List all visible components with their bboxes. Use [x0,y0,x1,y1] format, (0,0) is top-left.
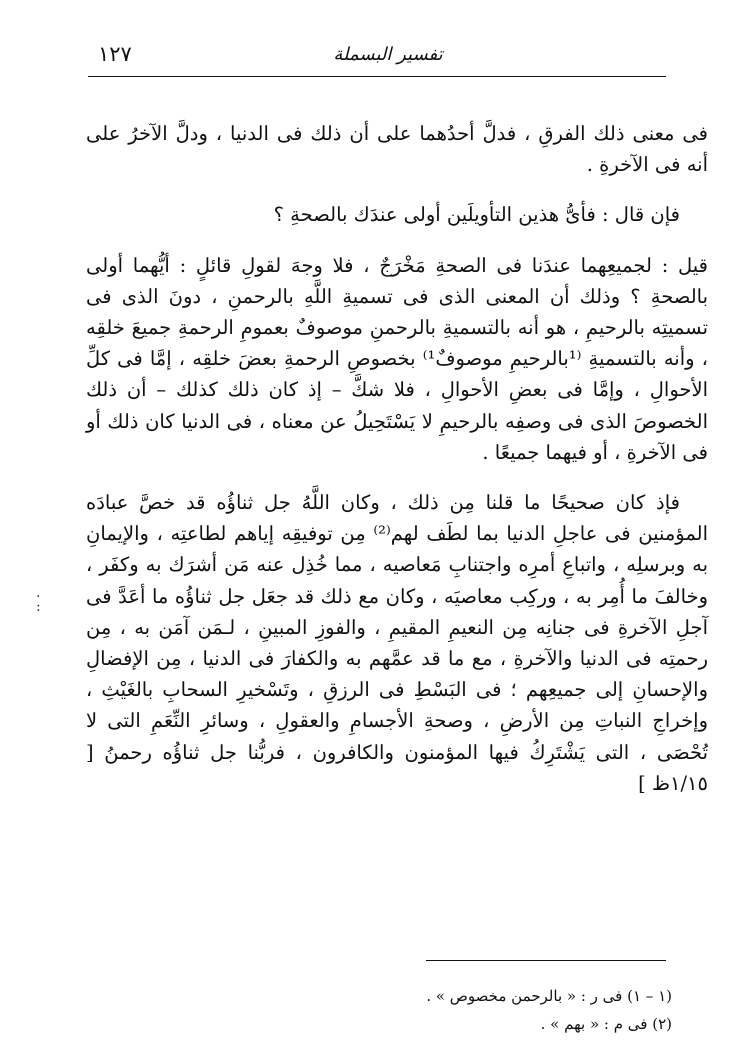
footnote: (١ – ١) فى ر : « بالرحمن مخصوص » . [426,987,672,1005]
page-number: ١٢٧ [98,42,132,66]
footnote-divider [426,960,666,961]
page-header [88,40,666,80]
paragraph: فإذ كان صحيحًا ما قلنا مِن ذلك ، وكان اللَّهُ جل ثناؤُه قد خصَّ عبادَه المؤمنين فى عاجلِ الدنيا بما لطَف لهم⁽²⁾ مِن توفيقِه إياهم لطاعتِه ، والإيمانِ به وبرسلِه ، واتباعِ أمرِه واجتنابِ مَعاصيه ، مما خُذِل عنه مَن أشرَك به وكفَر ، وخالفَ ما أُمِر به ، وركِب معاصيَه ، وكان مع ذلك قد جعَل جل ثناؤُه ما أعَدَّ فى آجلِ الآخرةِ فى جنانِه مِن النعيمِ المقيمِ ، والفوزِ المبينِ ، لـمَن آمَن به ، مِن رحمتِه فى الدنيا والآخرةِ ، مع ما قد عمَّهم به والكفارَ فى الدنيا ، مِن الإفضالِ والإحسانِ إلى جميعِهم ؛ فى البَسْطِ فى الرزقِ ، وتَسْخيرِ السحابِ بالغَيْثِ ، وإخراجِ النباتِ مِن الأرضِ ، وصحةِ الأجسامِ والعقولِ ، وسائرِ النِّعَمِ التى لا تُحْصَى ، التى يَشْتَرِكُ فيها المؤمنون والكافرون ، فربُّنا جل ثناؤُه رحمنُ [ ١/١٥ظ ] [86,491,708,795]
running-title: تفسير البسملة [333,44,443,65]
paragraph: قيل : لجميعِهما عندَنا فى الصحةِ مَخْرَجٌ ، فلا وجهَ لقولِ قائلٍ : أيُّهما أولى بالصحةِ ؟ وذلك أن المعنى الذى فى تسميةِ اللَّهِ بالرحمنِ ، دونَ الذى فى تسميتِه بالرحيمِ ، هو أنه بالتسميةِ بالرحمنِ موصوفٌ بعمومِ الرحمةِ جميعَ خلقِه ، وأنه بالتسميةِ ⁽¹بالرحيمِ موصوفٌ¹⁾ بخصوصِ الرحمةِ بعضَ خلقِه ، إمَّا فى كلِّ الأحوالِ ، وإمَّا فى بعضِ الأحوالِ ، فلا شكَّ – إذ كان ذلك كذلك – أن ذلك الخصوصَ الذى فى وصفِه بالرحيمِ لا يَسْتَحِيلُ عن معناه ، فى الدنيا كان ذلك أو فى الآخرةِ ، أو فيهما جميعًا . [86,253,708,464]
footnotes [300,982,672,1038]
main-text [86,118,708,799]
paragraph: فإن قال : فأىُّ هذين التأويلَين أولى عندَك بالصحةِ ؟ [273,203,680,227]
footnote: (٢) فى م : « بهم » . [540,1015,672,1033]
margin-mark: · : [36,589,41,615]
paragraph: فى معنى ذلك الفرقِ ، فدلَّ أحدُهما على أن ذلك فى الدنيا ، ودلَّ الآخرُ على أنه فى الآخرةِ . [86,122,708,177]
header-divider [88,76,666,77]
